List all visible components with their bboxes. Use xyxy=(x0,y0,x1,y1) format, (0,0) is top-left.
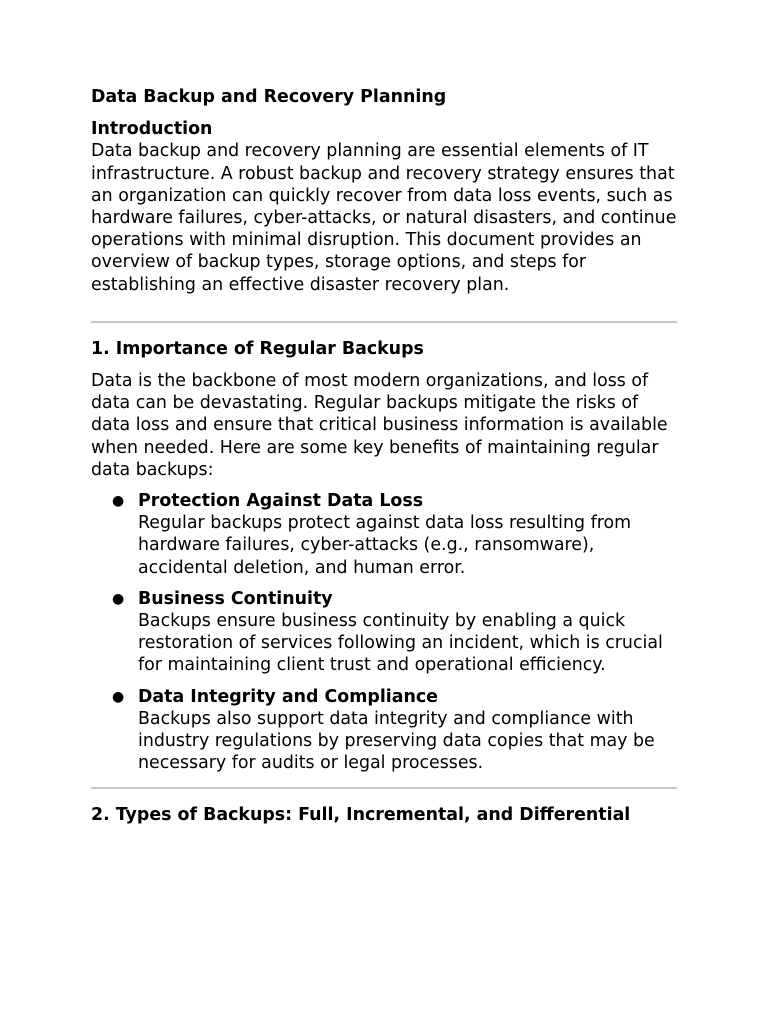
list-item xyxy=(91,588,681,677)
introduction-heading: Introduction xyxy=(91,119,213,140)
section-divider xyxy=(91,787,677,789)
list-item xyxy=(91,490,681,579)
bullet-icon: ● xyxy=(112,688,125,705)
list-item-title: Business Continuity xyxy=(138,588,333,609)
benefits-list xyxy=(91,490,681,774)
document-page xyxy=(91,86,681,827)
list-item-description: Backups also support data integrity and compliance with industry regulations by preserving data copies that may be necessary for audits or legal processes. xyxy=(138,708,655,774)
section-2-heading: 2. Types of Backups: Full, Incremental, and Differential xyxy=(91,805,631,826)
list-item xyxy=(91,686,681,775)
bullet-icon: ● xyxy=(112,493,125,510)
list-item-title: Protection Against Data Loss xyxy=(138,491,424,512)
section-divider xyxy=(91,321,677,323)
introduction-paragraph: Data backup and recovery planning are essential elements of IT infrastructure. A robust backup and recovery strategy ensures that an organization can quickly recover from data loss events, such as hardware failures, cyber-attacks, or natural disasters, and continue operations with minimal disruption. This document provides an overview of backup types, storage options, and steps for establishing an effective disaster recovery plan. xyxy=(91,141,677,295)
section-1-heading: 1. Importance of Regular Backups xyxy=(91,338,424,359)
section-1-paragraph: Data is the backbone of most modern organizations, and loss of data can be devastating. Regular backups mitigate the risks of data loss and ensure that critical business information is available when needed. Here are some key benefits of maintaining regular data backups: xyxy=(91,371,668,480)
list-item-description: Regular backups protect against data loss resulting from hardware failures, cyber-attacks (e.g., ransomware), accidental deletion, and human error. xyxy=(138,513,632,578)
list-item-title: Data Integrity and Compliance xyxy=(138,686,438,707)
bullet-icon: ● xyxy=(112,590,125,607)
document-title: Data Backup and Recovery Planning xyxy=(91,87,447,107)
list-item-description: Backups ensure business continuity by enabling a quick restoration of services following an incident, which is crucial for maintaining client trust and operational efficiency. xyxy=(138,611,663,676)
